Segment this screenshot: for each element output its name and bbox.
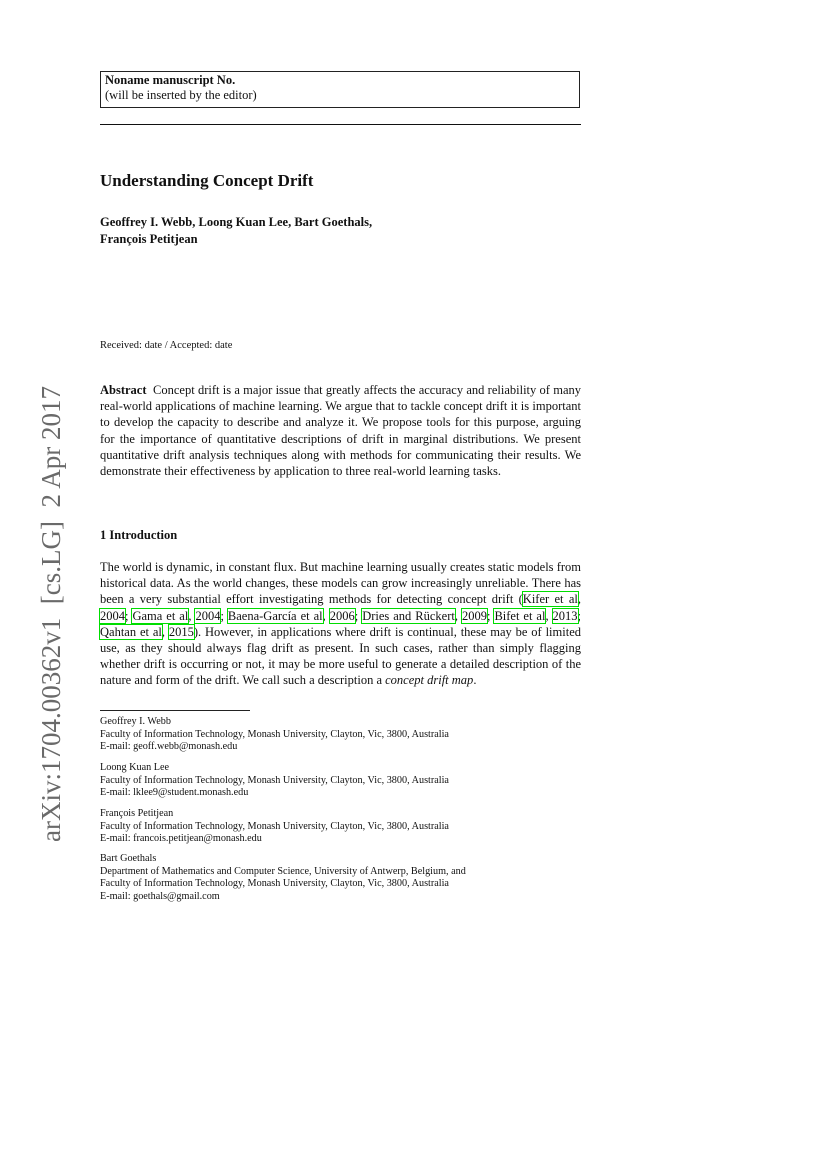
arxiv-stamp-text: arXiv:1704.00362v1 [cs.LG] 2 Apr 2017: [36, 386, 66, 842]
intro-text-after: ). However, in applications where drift is continual, these may be of limited use, as they should always flag drift as present. In such cases, rather than simply flagging whether drift is occurring or not, it may be more useful to generate a detailed description of the nature and form of the drift. We call such a description a: [100, 624, 581, 688]
footnote-rule: [100, 710, 250, 711]
manuscript-label: Noname manuscript No.: [105, 73, 236, 87]
authors-line-1: Geoffrey I. Webb, Loong Kuan Lee, Bart Goethals,: [100, 215, 373, 229]
abstract: [100, 382, 581, 479]
abstract-text: Concept drift is a major issue that greatly affects the accuracy and reliability of many real-world applications of machine learning. We argue that to tackle concept drift it is important to develop the capacity to describe and analyze it. We propose tools for this purpose, arguing for the importance of quantitative descriptions of drift in marginal distributions. We present quantitative drift analysis techniques along with methods for communicating their results. We demonstrate their effectiveness by application to three real-world learning tasks.: [100, 383, 581, 479]
affiliation-email: E-mail: francois.petitjean@monash.edu: [100, 833, 262, 845]
manuscript-box: [100, 71, 580, 108]
citation-link[interactable]: 2004: [195, 608, 221, 623]
citation-link[interactable]: 2006: [329, 608, 355, 623]
affiliation-block: [100, 762, 580, 800]
citation-link[interactable]: Bifet et al: [494, 608, 546, 623]
affiliation-name: Bart Goethals: [100, 853, 157, 864]
citation-link[interactable]: 2013: [552, 608, 578, 623]
affiliation-name: François Petitjean: [100, 808, 174, 819]
abstract-label: Abstract: [100, 383, 147, 397]
affiliation-line: Department of Mathematics and Computer Science, University of Antwerp, Belgium, and: [100, 865, 466, 877]
introduction-paragraph: The world is dynamic, in constant flux. But machine learning usually creates static models from historical data. As the world changes, these models can grow increasingly unreliable. There has been a very substantial effort investigating methods for detecting concept drift (Kifer et al, 2004; Gama et al, 2004; Baena-García et al, 2006; Dries and Rückert, 2009; Bifet et al, 2013; Qahtan et al, 2015). However, in applications where drift is continual, these may be of limited use, as they should always flag drift as present. In such cases, rather than simply flagging whether drift is occurring or not, it may be more useful to generate a detailed description of the nature and form of the drift. We call such a description a concept drift map.: [100, 560, 582, 688]
affiliation-email: E-mail: geoff.webb@monash.edu: [100, 741, 238, 753]
author-list: [100, 214, 580, 248]
affiliation-block: [100, 853, 580, 904]
received-accepted: Received: date / Accepted: date: [100, 340, 233, 351]
affiliation-block: [100, 716, 580, 754]
citation-link[interactable]: Kifer et al: [522, 592, 578, 607]
authors-line-2: François Petitjean: [100, 232, 198, 246]
arxiv-stamp: [18, 372, 78, 842]
affiliation-name: Loong Kuan Lee: [100, 762, 170, 773]
citation-link[interactable]: Dries and Rückert: [362, 608, 455, 623]
editor-note: (will be inserted by the editor): [105, 88, 257, 102]
header-rule: [100, 124, 581, 125]
paper-title: Understanding Concept Drift: [100, 171, 314, 190]
citation-link[interactable]: 2015: [168, 624, 194, 639]
affiliation-line: Faculty of Information Technology, Monash University, Clayton, Vic, 3800, Australia: [100, 820, 449, 832]
affiliation-line: Faculty of Information Technology, Monash University, Clayton, Vic, 3800, Australia: [100, 878, 449, 890]
affiliation-email: E-mail: lklee9@student.monash.edu: [100, 787, 249, 799]
affiliation-email: E-mail: goethals@gmail.com: [100, 891, 220, 903]
citation-link[interactable]: Gama et al: [132, 608, 189, 623]
affiliation-name: Geoffrey I. Webb: [100, 716, 171, 727]
citation-link[interactable]: Baena-García et al: [227, 608, 323, 623]
section-heading: 1 Introduction: [100, 528, 178, 542]
affiliation-block: [100, 808, 580, 846]
intro-text-before: The world is dynamic, in constant flux. But machine learning usually creates static models from historical data. As the world changes, these models can grow increasingly unreliable. There has been a very substantial effort investigating methods for detecting concept drift (: [100, 560, 581, 607]
intro-text-end: .: [473, 673, 477, 688]
affiliation-line: Faculty of Information Technology, Monash University, Clayton, Vic, 3800, Australia: [100, 728, 449, 740]
affiliation-line: Faculty of Information Technology, Monash University, Clayton, Vic, 3800, Australia: [100, 774, 449, 786]
citation-link[interactable]: 2009: [461, 608, 487, 623]
intro-emphasis: concept drift map: [385, 673, 474, 688]
citation-link[interactable]: 2004: [100, 608, 125, 623]
citation-link[interactable]: Qahtan et al: [100, 624, 162, 639]
